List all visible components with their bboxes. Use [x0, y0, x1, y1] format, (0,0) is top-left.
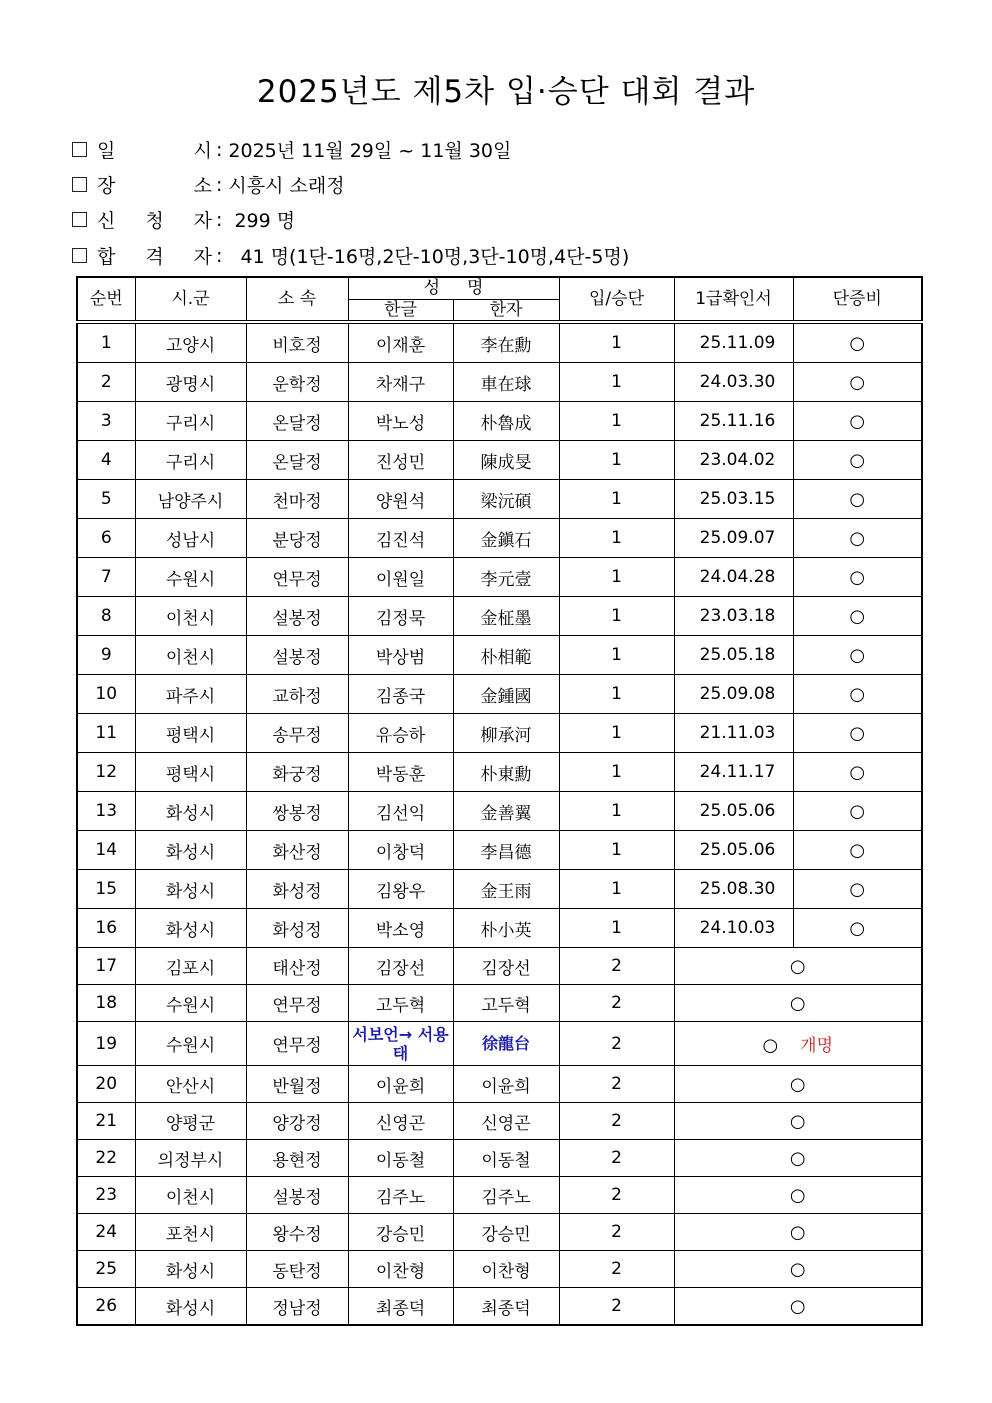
cell-name-hanja: 이윤희	[453, 1066, 559, 1103]
cell-fee-mark: ○	[789, 1221, 806, 1243]
info-value: 2025년 11월 29일 ~ 11월 30일	[228, 140, 512, 162]
checkbox-square-icon	[72, 142, 87, 157]
info-label-char: 장	[97, 175, 116, 197]
info-label	[97, 242, 212, 269]
info-label-char: 소	[193, 175, 212, 197]
cell-name-hanja: 강승민	[453, 1214, 559, 1251]
cell-grade: 2	[559, 948, 674, 985]
cell-club: 천마정	[246, 480, 348, 519]
cell-club: 운학정	[246, 363, 348, 402]
cell-name-korean: 이재훈	[348, 322, 453, 363]
cell-name-korean: 김종국	[348, 675, 453, 714]
cell-name-korean: 박동훈	[348, 753, 453, 792]
cell-no: 2	[77, 363, 135, 402]
cell-club: 연무정	[246, 985, 348, 1022]
table-row	[77, 558, 922, 597]
table-row	[77, 322, 922, 363]
cell-city: 평택시	[135, 714, 246, 753]
cell-fee-mark: ○	[789, 992, 806, 1014]
cell-name-korean: 박상범	[348, 636, 453, 675]
info-label-char: 일	[97, 140, 116, 162]
cell-city: 화성시	[135, 831, 246, 870]
cell-name-hanja: 車在球	[453, 363, 559, 402]
cell-no: 16	[77, 909, 135, 948]
cell-no: 6	[77, 519, 135, 558]
cell-club: 연무정	[246, 558, 348, 597]
cell-name-hanja: 고두혁	[453, 985, 559, 1022]
cell-fee: ○	[793, 441, 922, 480]
cell-name-korean: 진성민	[348, 441, 453, 480]
table-row	[77, 519, 922, 558]
info-separator: :	[216, 138, 223, 161]
cell-city: 이천시	[135, 636, 246, 675]
cell-grade: 1	[559, 831, 674, 870]
header-grade: 입/승단	[559, 277, 674, 322]
cell-no: 1	[77, 322, 135, 363]
cell-city: 파주시	[135, 675, 246, 714]
cell-name-korean: 고두혁	[348, 985, 453, 1022]
cell-club: 설봉정	[246, 597, 348, 636]
cell-grade: 1	[559, 322, 674, 363]
cell-name-korean: 신영곤	[348, 1103, 453, 1140]
cell-name-hanja: 이찬형	[453, 1251, 559, 1288]
cell-grade: 2	[559, 1251, 674, 1288]
table-row	[77, 1251, 922, 1288]
cell-fee-mark: ○	[789, 955, 806, 977]
cell-city: 성남시	[135, 519, 246, 558]
header-city: 시.군	[135, 277, 246, 322]
cell-city: 화성시	[135, 1251, 246, 1288]
cell-club: 설봉정	[246, 1177, 348, 1214]
cell-name-hanja: 朴東勳	[453, 753, 559, 792]
cell-name-korean: 이원일	[348, 558, 453, 597]
cell-grade: 2	[559, 1066, 674, 1103]
table-row	[77, 831, 922, 870]
cell-cert: 24.03.30	[674, 363, 793, 402]
cell-fee-mark: ○	[789, 1073, 806, 1095]
cell-fee: ○	[793, 322, 922, 363]
table-row	[77, 636, 922, 675]
cell-cert: 25.05.06	[674, 792, 793, 831]
cell-cert: 23.04.02	[674, 441, 793, 480]
cell-cert-fee	[674, 985, 922, 1022]
cell-grade: 2	[559, 1022, 674, 1066]
info-label	[97, 136, 212, 163]
table-row	[77, 948, 922, 985]
header-fee: 단증비	[793, 277, 922, 322]
table-row	[77, 985, 922, 1022]
cell-club: 설봉정	[246, 636, 348, 675]
cell-grade: 1	[559, 753, 674, 792]
cell-club: 쌍봉정	[246, 792, 348, 831]
cell-name-hanja: 김주노	[453, 1177, 559, 1214]
cell-club: 왕수정	[246, 1214, 348, 1251]
info-line	[72, 136, 511, 163]
cell-grade: 1	[559, 441, 674, 480]
info-separator: :	[216, 173, 223, 196]
checkbox-square-icon	[72, 177, 87, 192]
cell-fee: ○	[793, 636, 922, 675]
page-title: 2025년도 제5차 입·승단 대회 결과	[256, 74, 756, 110]
cell-fee: ○	[793, 675, 922, 714]
cell-name-hanja: 이동철	[453, 1140, 559, 1177]
cell-fee: ○	[793, 753, 922, 792]
cell-grade: 2	[559, 1140, 674, 1177]
cell-grade: 1	[559, 675, 674, 714]
cell-fee: ○	[793, 558, 922, 597]
cell-no: 24	[77, 1214, 135, 1251]
cell-grade: 1	[559, 519, 674, 558]
cell-grade: 1	[559, 636, 674, 675]
header-cert: 1급확인서	[674, 277, 793, 322]
cell-name-hanja: 朴相範	[453, 636, 559, 675]
cell-cert: 24.10.03	[674, 909, 793, 948]
cell-club: 화궁정	[246, 753, 348, 792]
cell-name-korean: 최종덕	[348, 1288, 453, 1326]
cell-cert: 25.09.07	[674, 519, 793, 558]
info-separator: :	[216, 208, 223, 231]
cell-cert-fee	[674, 1288, 922, 1326]
cell-no: 22	[77, 1140, 135, 1177]
cell-club: 화산정	[246, 831, 348, 870]
cell-grade: 2	[559, 1103, 674, 1140]
table-row	[77, 870, 922, 909]
table-row	[77, 1066, 922, 1103]
cell-no: 23	[77, 1177, 135, 1214]
cell-name-hanja: 李昌德	[453, 831, 559, 870]
cell-name-hanja: 柳承河	[453, 714, 559, 753]
cell-cert: 21.11.03	[674, 714, 793, 753]
cell-fee-mark: ○	[789, 1184, 806, 1206]
cell-city: 구리시	[135, 402, 246, 441]
cell-cert: 24.11.17	[674, 753, 793, 792]
cell-city: 구리시	[135, 441, 246, 480]
table-row	[77, 753, 922, 792]
info-line	[72, 206, 295, 233]
info-label-char: 시	[193, 140, 212, 162]
cell-club: 송무정	[246, 714, 348, 753]
cell-name-korean: 차재구	[348, 363, 453, 402]
cell-fee: ○	[793, 597, 922, 636]
header-name-hanja: 한자	[453, 300, 559, 323]
cell-city: 이천시	[135, 1177, 246, 1214]
table-row	[77, 597, 922, 636]
results-table	[76, 276, 923, 1326]
cell-no: 14	[77, 831, 135, 870]
checkbox-square-icon	[72, 248, 87, 263]
cell-name-hanja: 金善翼	[453, 792, 559, 831]
cell-name-korean: 이찬형	[348, 1251, 453, 1288]
cell-city: 광명시	[135, 363, 246, 402]
cell-name-hanja: 徐龍台	[453, 1022, 559, 1066]
cell-no: 20	[77, 1066, 135, 1103]
cell-club: 동탄정	[246, 1251, 348, 1288]
cell-city: 화성시	[135, 1288, 246, 1326]
cell-grade: 1	[559, 363, 674, 402]
cell-cert: 25.05.06	[674, 831, 793, 870]
cell-city: 포천시	[135, 1214, 246, 1251]
info-value: 시흥시 소래정	[228, 175, 345, 197]
table-row	[77, 1177, 922, 1214]
cell-cert: 25.03.15	[674, 480, 793, 519]
cell-club: 연무정	[246, 1022, 348, 1066]
checkbox-square-icon	[72, 212, 87, 227]
cell-no: 8	[77, 597, 135, 636]
cell-cert: 24.04.28	[674, 558, 793, 597]
cell-city: 화성시	[135, 792, 246, 831]
cell-no: 13	[77, 792, 135, 831]
cell-grade: 2	[559, 1288, 674, 1326]
cell-name-hanja: 金王雨	[453, 870, 559, 909]
table-row	[77, 675, 922, 714]
table-row	[77, 792, 922, 831]
header-club: 소 속	[246, 277, 348, 322]
cell-name-hanja: 朴小英	[453, 909, 559, 948]
table-row	[77, 441, 922, 480]
cell-no: 7	[77, 558, 135, 597]
table-row	[77, 1022, 922, 1066]
header-name-korean: 한글	[348, 300, 453, 323]
cell-no: 12	[77, 753, 135, 792]
cell-club: 양강정	[246, 1103, 348, 1140]
cell-name-korean: 양원석	[348, 480, 453, 519]
cell-name-korean: 박소영	[348, 909, 453, 948]
cell-no: 15	[77, 870, 135, 909]
cell-name-hanja: 金鎭石	[453, 519, 559, 558]
cell-name-hanja: 陳成旻	[453, 441, 559, 480]
info-label-char: 청	[145, 210, 164, 232]
cell-name-korean: 이창덕	[348, 831, 453, 870]
cell-no: 19	[77, 1022, 135, 1066]
cell-no: 21	[77, 1103, 135, 1140]
cell-city: 평택시	[135, 753, 246, 792]
table-row	[77, 714, 922, 753]
cell-cert-fee	[674, 1140, 922, 1177]
cell-club: 온달정	[246, 441, 348, 480]
table-row	[77, 1214, 922, 1251]
cell-club: 화성정	[246, 870, 348, 909]
cell-club: 분당정	[246, 519, 348, 558]
cell-name-korean: 강승민	[348, 1214, 453, 1251]
cell-name-hanja: 金鍾國	[453, 675, 559, 714]
cell-name-korean: 박노성	[348, 402, 453, 441]
cell-fee-mark: ○	[789, 1147, 806, 1169]
cell-name-hanja: 金柾墨	[453, 597, 559, 636]
cell-cert-fee	[674, 1103, 922, 1140]
table-row	[77, 402, 922, 441]
table-row	[77, 480, 922, 519]
cell-cert-fee	[674, 1066, 922, 1103]
cell-grade: 2	[559, 985, 674, 1022]
cell-cert-fee	[674, 1251, 922, 1288]
table-row	[77, 909, 922, 948]
info-value: 41 명(1단-16명,2단-10명,3단-10명,4단-5명)	[228, 246, 630, 268]
cell-fee: ○	[793, 480, 922, 519]
cell-fee: ○	[793, 402, 922, 441]
cell-cert: 25.08.30	[674, 870, 793, 909]
cell-name-korean: 이윤희	[348, 1066, 453, 1103]
cell-name-hanja: 朴魯成	[453, 402, 559, 441]
cell-name-korean: 김장선	[348, 948, 453, 985]
cell-name-korean: 유승하	[348, 714, 453, 753]
table-row	[77, 363, 922, 402]
cell-name-korean: 김정묵	[348, 597, 453, 636]
cell-fee: ○	[793, 363, 922, 402]
cell-name-hanja: 李在勳	[453, 322, 559, 363]
cell-cert: 25.09.08	[674, 675, 793, 714]
cell-no: 10	[77, 675, 135, 714]
cell-no: 26	[77, 1288, 135, 1326]
cell-no: 11	[77, 714, 135, 753]
cell-city: 이천시	[135, 597, 246, 636]
info-label-char: 격	[145, 246, 164, 268]
cell-name-hanja: 李元壹	[453, 558, 559, 597]
cell-fee: ○	[793, 792, 922, 831]
cell-no: 3	[77, 402, 135, 441]
info-label	[97, 171, 212, 198]
header-no: 순번	[77, 277, 135, 322]
cell-city: 양평군	[135, 1103, 246, 1140]
table-row	[77, 1140, 922, 1177]
info-label	[97, 206, 212, 233]
cell-cert-fee	[674, 948, 922, 985]
cell-city: 수원시	[135, 558, 246, 597]
cell-name-korean: 서보언→ 서용태	[348, 1022, 453, 1066]
table-row	[77, 1288, 922, 1326]
cell-fee-mark: ○	[762, 1035, 779, 1056]
cell-cert: 25.05.18	[674, 636, 793, 675]
cell-no: 5	[77, 480, 135, 519]
cell-fee-mark: ○	[789, 1295, 806, 1317]
cell-name-korean: 김주노	[348, 1177, 453, 1214]
cell-grade: 1	[559, 870, 674, 909]
cell-grade: 1	[559, 480, 674, 519]
cell-city: 화성시	[135, 909, 246, 948]
cell-fee: ○	[793, 870, 922, 909]
cell-no: 25	[77, 1251, 135, 1288]
cell-grade: 1	[559, 558, 674, 597]
cell-club: 교하정	[246, 675, 348, 714]
cell-cert-fee	[674, 1214, 922, 1251]
cell-cert-fee	[674, 1177, 922, 1214]
cell-club: 비호정	[246, 322, 348, 363]
cell-fee: ○	[793, 519, 922, 558]
info-line	[72, 242, 629, 269]
info-separator: :	[216, 244, 223, 267]
cell-city: 화성시	[135, 870, 246, 909]
cell-fee-mark: ○	[789, 1258, 806, 1280]
cell-cert: 25.11.09	[674, 322, 793, 363]
info-label-char: 자	[193, 246, 212, 268]
cell-fee-mark: ○	[789, 1110, 806, 1132]
cell-name-korean: 김왕우	[348, 870, 453, 909]
cell-no: 4	[77, 441, 135, 480]
info-label-char: 자	[193, 210, 212, 232]
cell-club: 정남정	[246, 1288, 348, 1326]
cell-grade: 2	[559, 1177, 674, 1214]
cell-grade: 1	[559, 792, 674, 831]
cell-club: 용현정	[246, 1140, 348, 1177]
cell-fee: ○	[793, 909, 922, 948]
cell-name-korean: 김진석	[348, 519, 453, 558]
cell-fee: ○	[793, 714, 922, 753]
cell-cert: 23.03.18	[674, 597, 793, 636]
cell-fee: ○	[793, 831, 922, 870]
cell-city: 김포시	[135, 948, 246, 985]
cell-name-hanja: 김장선	[453, 948, 559, 985]
cell-club: 태산정	[246, 948, 348, 985]
cell-no: 18	[77, 985, 135, 1022]
cell-club: 반월정	[246, 1066, 348, 1103]
info-label-char: 합	[97, 246, 116, 268]
table-row	[77, 1103, 922, 1140]
cell-name-hanja: 梁沅碩	[453, 480, 559, 519]
cell-city: 고양시	[135, 322, 246, 363]
info-line	[72, 171, 345, 198]
cell-city: 의정부시	[135, 1140, 246, 1177]
cell-grade: 1	[559, 909, 674, 948]
info-label-char: 신	[97, 210, 116, 232]
cell-no: 9	[77, 636, 135, 675]
cell-city: 수원시	[135, 1022, 246, 1066]
cell-grade: 2	[559, 1214, 674, 1251]
cell-cert-fee	[674, 1022, 922, 1066]
cell-grade: 1	[559, 714, 674, 753]
cell-club: 화성정	[246, 909, 348, 948]
cell-no: 17	[77, 948, 135, 985]
cell-club: 온달정	[246, 402, 348, 441]
cell-name-hanja: 최종덕	[453, 1288, 559, 1326]
cell-name-korean: 이동철	[348, 1140, 453, 1177]
cell-city: 안산시	[135, 1066, 246, 1103]
cell-name-korean: 김선익	[348, 792, 453, 831]
cell-grade: 1	[559, 597, 674, 636]
cell-grade: 1	[559, 402, 674, 441]
header-name: 성 명	[348, 277, 559, 300]
info-value: 299 명	[228, 210, 296, 232]
cell-cert: 25.11.16	[674, 402, 793, 441]
cell-city: 수원시	[135, 985, 246, 1022]
rename-note: 개명	[800, 1036, 834, 1056]
cell-name-hanja: 신영곤	[453, 1103, 559, 1140]
cell-city: 남양주시	[135, 480, 246, 519]
